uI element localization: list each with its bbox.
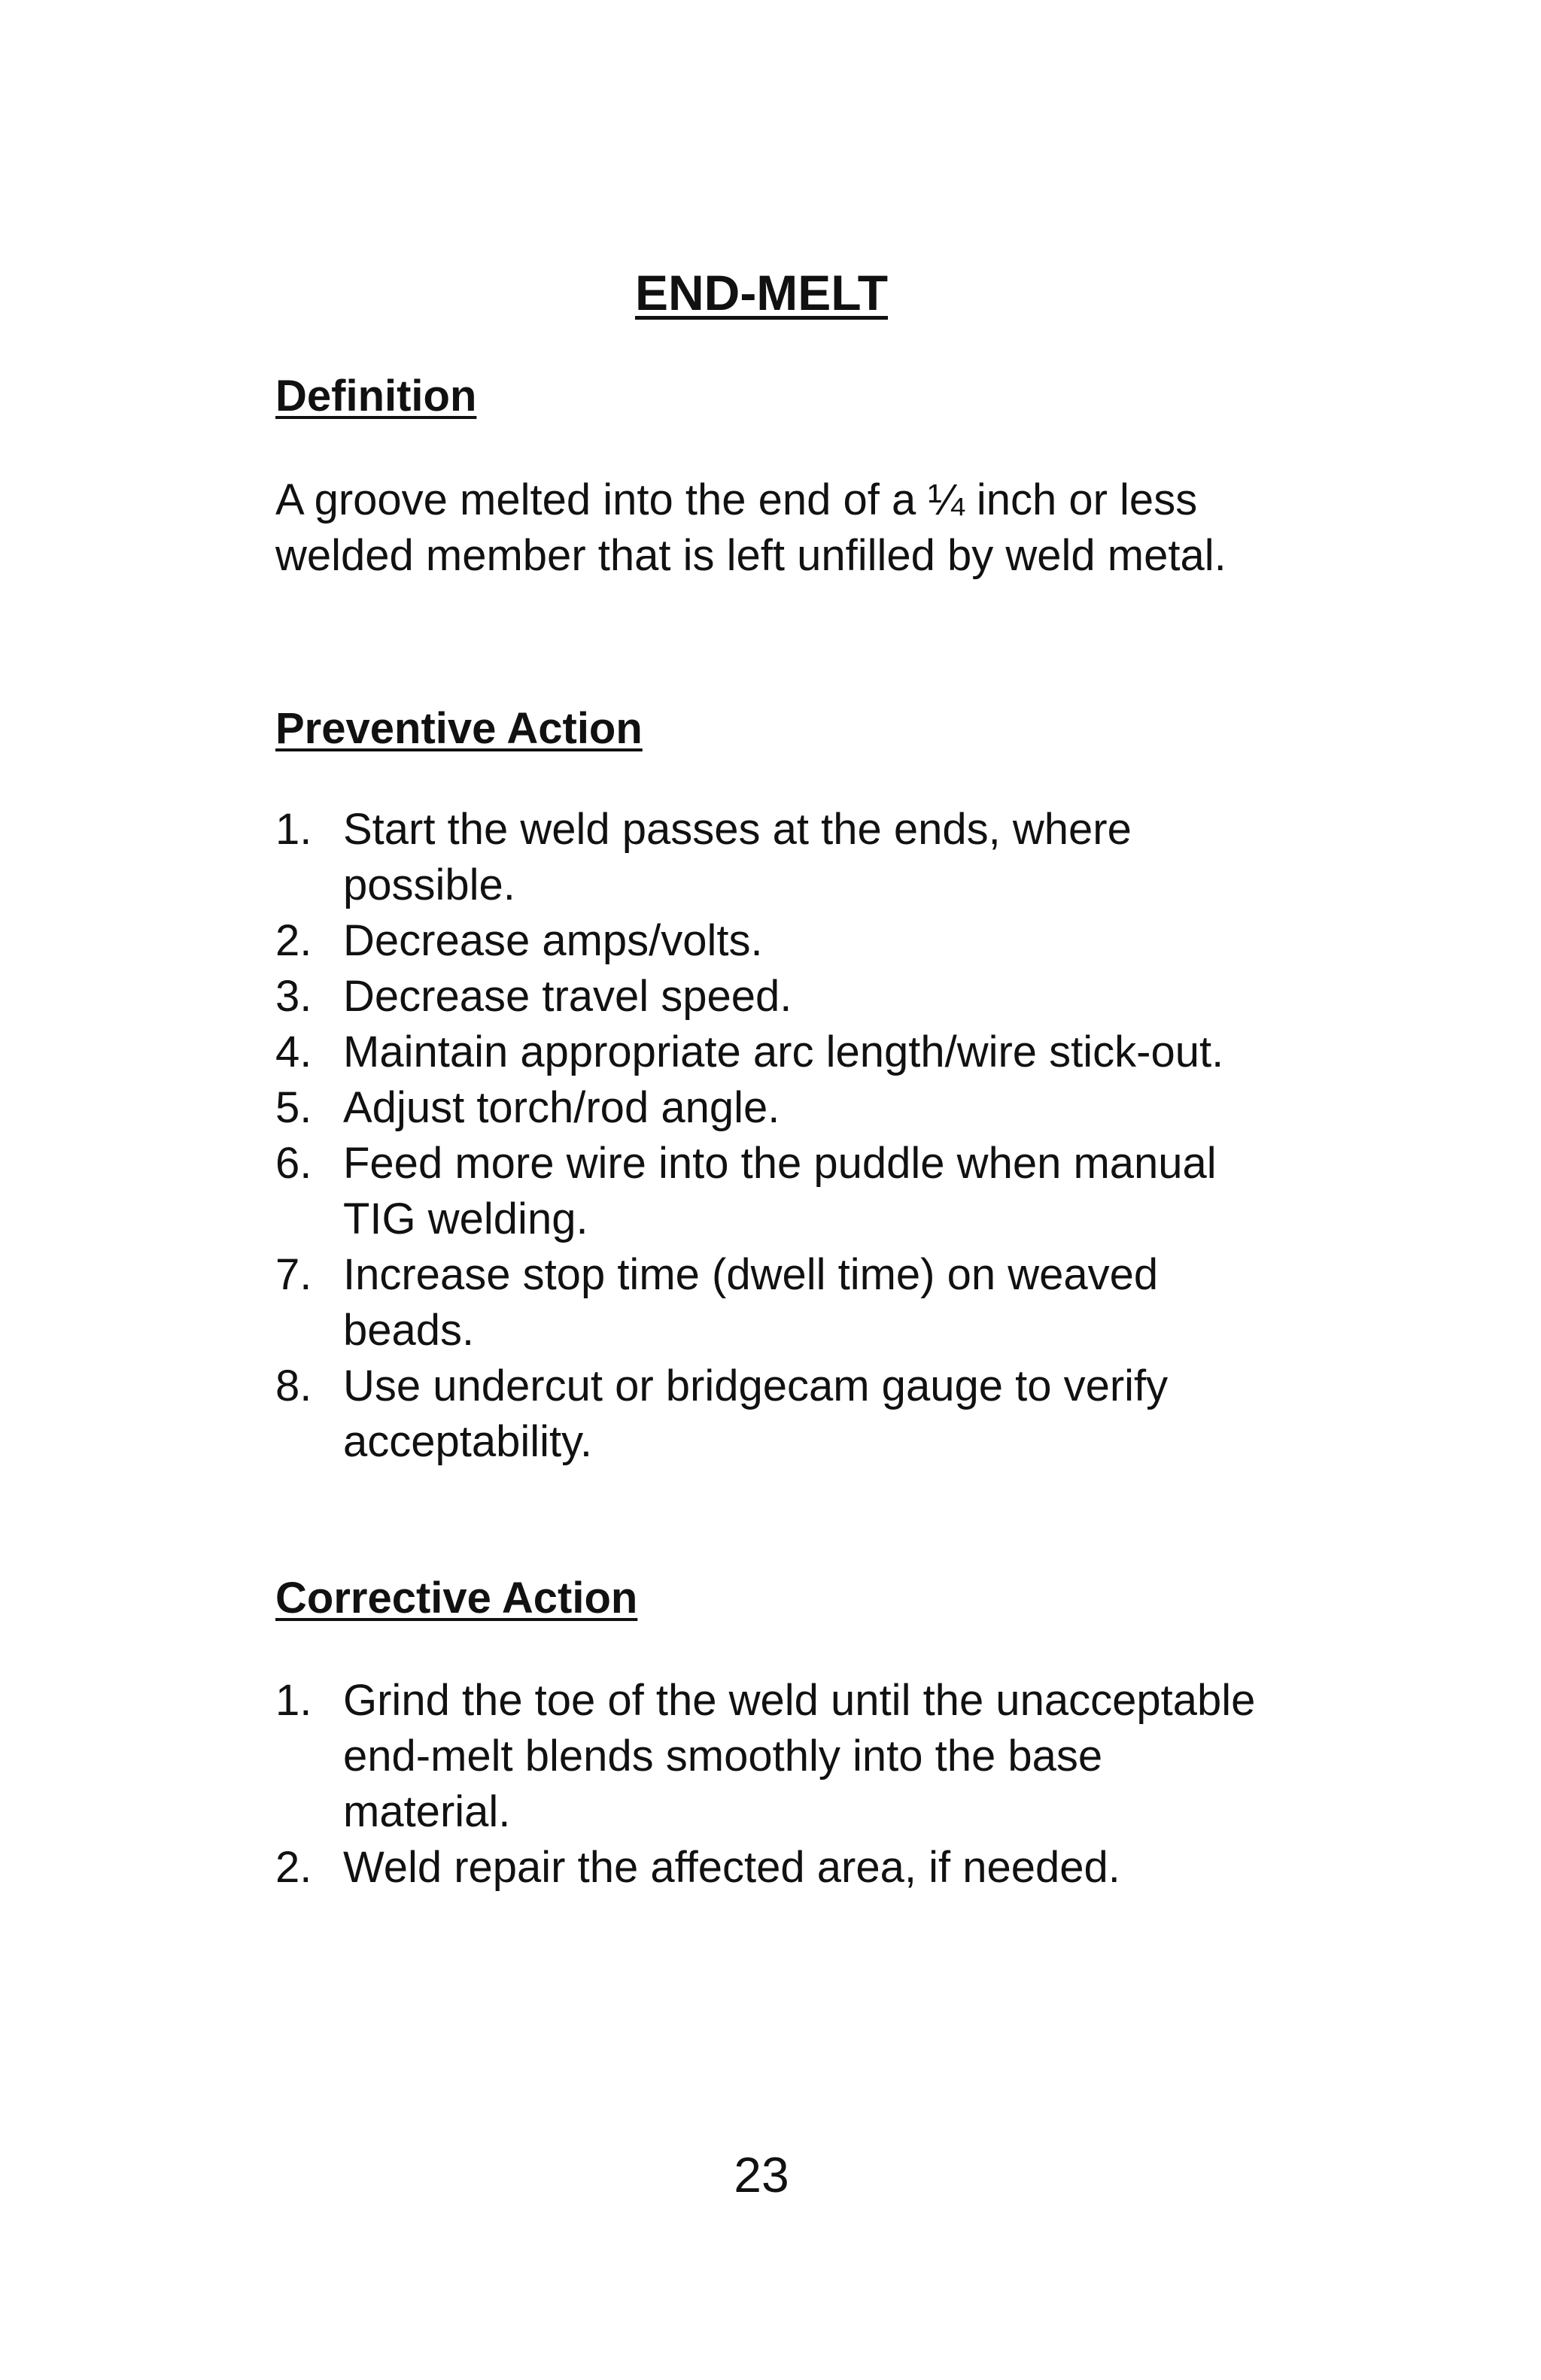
list-item-text: Use undercut or bridgecam gauge to verify acceptability. <box>343 1362 1169 1466</box>
list-item <box>275 1025 1276 1080</box>
definition-heading: Definition <box>275 372 477 420</box>
list-item <box>275 969 1276 1025</box>
list-item <box>275 1136 1276 1247</box>
list-item <box>275 802 1276 913</box>
list-item-number: 8. <box>275 1362 312 1410</box>
list-item-number: 1. <box>275 805 312 854</box>
list-item-text: Start the weld passes at the ends, where possible. <box>343 805 1132 909</box>
list-item-number: 3. <box>275 972 312 1021</box>
list-item-text: Grind the toe of the weld until the unacceptable end-melt blends smoothly into the base material. <box>343 1676 1256 1836</box>
page-number: 23 <box>734 2147 789 2202</box>
list-item-number: 2. <box>275 916 312 965</box>
corrective-section <box>275 1571 1276 1896</box>
list-item <box>275 1673 1276 1840</box>
list-item-number: 4. <box>275 1028 312 1076</box>
list-item-number: 6. <box>275 1139 312 1188</box>
preventive-list <box>275 802 1276 1470</box>
list-item-text: Maintain appropriate arc length/wire stick-out. <box>343 1028 1224 1076</box>
definition-text: A groove melted into the end of a ¼ inch or less welded member that is left unfilled by weld metal. <box>275 475 1226 580</box>
list-item-number: 2. <box>275 1843 312 1892</box>
preventive-heading: Preventive Action <box>275 704 643 753</box>
page-title: END-MELT <box>634 265 889 320</box>
list-item-number: 7. <box>275 1250 312 1299</box>
list-item <box>275 1080 1276 1136</box>
list-item <box>275 913 1276 969</box>
list-item-text: Increase stop time (dwell time) on weaved beads. <box>343 1250 1159 1355</box>
preventive-section <box>275 701 1276 1470</box>
list-item-text: Feed more wire into the puddle when manual TIG welding. <box>343 1139 1217 1243</box>
list-item <box>275 1247 1276 1358</box>
list-item-number: 5. <box>275 1083 312 1132</box>
list-item <box>275 1840 1276 1896</box>
list-item-text: Adjust torch/rod angle. <box>343 1083 780 1132</box>
corrective-list <box>275 1673 1276 1896</box>
list-item-number: 1. <box>275 1676 312 1725</box>
list-item-text: Decrease travel speed. <box>343 972 792 1021</box>
list-item-text: Weld repair the affected area, if needed. <box>343 1843 1120 1892</box>
list-item-text: Decrease amps/volts. <box>343 916 763 965</box>
list-item <box>275 1358 1276 1470</box>
definition-section <box>275 369 1276 584</box>
corrective-heading: Corrective Action <box>275 1574 638 1623</box>
